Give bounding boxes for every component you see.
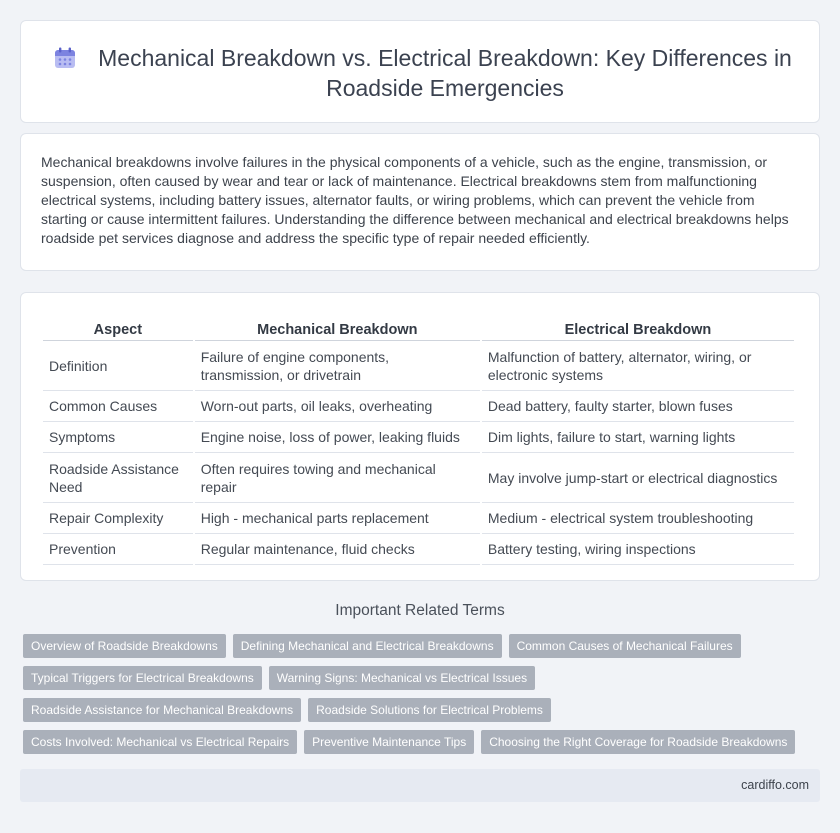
related-term-tag[interactable]: Roadside Solutions for Electrical Problems <box>308 698 551 722</box>
intro-paragraph: Mechanical breakdowns involve failures in the physical components of a vehicle, such as the engine, transmission, or suspension, often caused by wear and tear or lack of maintenance. Electrical breakdowns stem from malfunctioning electrical systems, including battery issues, alternator faults, or wiring problems, which can prevent the vehicle from starting or cause intermittent failures. Understanding the difference between mechanical and electrical breakdowns helps roadside pet services diagnose and address the specific type of repair needed efficiently. <box>41 154 789 246</box>
related-term-tag[interactable]: Preventive Maintenance Tips <box>304 730 474 754</box>
table-cell: Engine noise, loss of power, leaking fluids <box>195 422 480 453</box>
table-row <box>43 391 794 422</box>
table-row <box>43 503 794 534</box>
table-row <box>43 422 794 453</box>
table-cell: Dead battery, faulty starter, blown fuses <box>482 391 794 422</box>
header-electrical: Electrical Breakdown <box>482 315 794 341</box>
table-cell: Malfunction of battery, alternator, wiring, or electronic systems <box>482 341 794 391</box>
footer-bar <box>20 769 820 802</box>
related-term-tag[interactable]: Choosing the Right Coverage for Roadside Breakdowns <box>481 730 795 754</box>
table-cell: Dim lights, failure to start, warning lights <box>482 422 794 453</box>
table-cell: Common Causes <box>43 391 193 422</box>
related-term-tag[interactable]: Roadside Assistance for Mechanical Breakdowns <box>23 698 301 722</box>
page-title: Mechanical Breakdown vs. Electrical Breakdown: Key Differences in Roadside Emergencies <box>98 45 792 101</box>
comparison-card <box>20 292 820 581</box>
table-cell: Symptoms <box>43 422 193 453</box>
footer-site-link[interactable]: cardiffo.com <box>741 778 809 792</box>
related-terms-list <box>23 634 823 762</box>
table-cell: High - mechanical parts replacement <box>195 503 480 534</box>
table-cell: Definition <box>43 341 193 391</box>
table-cell: May involve jump-start or electrical diagnostics <box>482 453 794 503</box>
header-aspect: Aspect <box>43 315 193 341</box>
table-header-row <box>43 315 794 341</box>
title-card <box>20 20 820 123</box>
table-cell: Roadside Assistance Need <box>43 453 193 503</box>
related-term-tag[interactable]: Costs Involved: Mechanical vs Electrical Repairs <box>23 730 297 754</box>
table-row <box>43 534 794 565</box>
table-cell: Worn-out parts, oil leaks, overheating <box>195 391 480 422</box>
related-term-tag[interactable]: Typical Triggers for Electrical Breakdowns <box>23 666 262 690</box>
table-cell: Battery testing, wiring inspections <box>482 534 794 565</box>
table-row <box>43 453 794 503</box>
intro-card <box>20 133 820 271</box>
table-cell: Prevention <box>43 534 193 565</box>
table-cell: Failure of engine components, transmission, or drivetrain <box>195 341 480 391</box>
table-cell: Medium - electrical system troubleshooting <box>482 503 794 534</box>
comparison-table <box>41 315 796 565</box>
related-term-tag[interactable]: Overview of Roadside Breakdowns <box>23 634 226 658</box>
related-terms-title: Important Related Terms <box>335 602 505 619</box>
related-term-tag[interactable]: Common Causes of Mechanical Failures <box>509 634 741 658</box>
header-mechanical: Mechanical Breakdown <box>195 315 480 341</box>
table-cell: Regular maintenance, fluid checks <box>195 534 480 565</box>
related-term-tag[interactable]: Warning Signs: Mechanical vs Electrical Issues <box>269 666 535 690</box>
table-row <box>43 341 794 391</box>
table-cell: Repair Complexity <box>43 503 193 534</box>
table-cell: Often requires towing and mechanical repair <box>195 453 480 503</box>
related-term-tag[interactable]: Defining Mechanical and Electrical Breakdowns <box>233 634 502 658</box>
